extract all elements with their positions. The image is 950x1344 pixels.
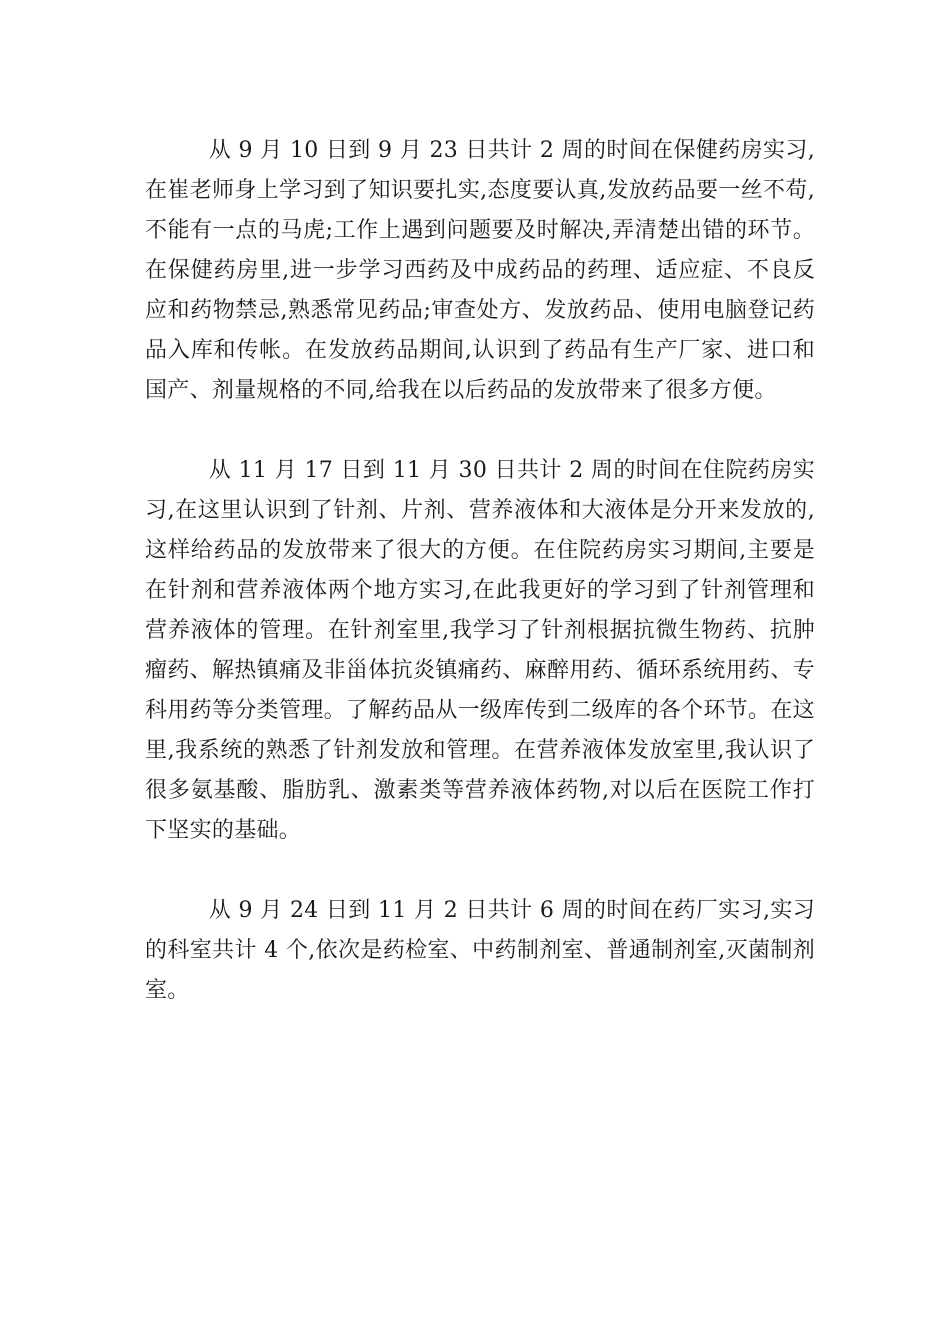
paragraph-inpatient-pharmacy: 从 11 月 17 日到 11 月 30 日共计 2 周的时间在住院药房实习,在这里认识到了针剂、片剂、营养液体和大液体是分开来发放的,这样给药品的发放带来了很大的方便。在住院药房实习期间,主要是在针剂和营养液体两个地方实习,在此我更好的学习到了针剂管理和营养液体的管理。在针剂室里,我学习了针剂根据抗微生物药、抗肿瘤药、解热镇痛及非甾体抗炎镇痛药、麻醉用药、循环系统用药、专科用药等分类管理。了解药品从一级库传到二级库的各个环节。在这里,我系统的熟悉了针剂发放和管理。在营养液体发放室里,我认识了很多氨基酸、脂肪乳、激素类等营养液体药物,对以后在医院工作打下坚实的基础。 xyxy=(145,458,815,843)
document-body xyxy=(145,131,815,1011)
paragraph-health-pharmacy: 从 9 月 10 日到 9 月 23 日共计 2 周的时间在保健药房实习,在崔老师身上学习到了知识要扎实,态度要认真,发放药品要一丝不苟,不能有一点的马虎;工作上遇到问题要及时解决,弄清楚出错的环节。在保健药房里,进一步学习西药及中成药品的药理、适应症、不良反应和药物禁忌,熟悉常见药品;审查处方、发放药品、使用电脑登记药品入库和传帐。在发放药品期间,认识到了药品有生产厂家、进口和国产、剂量规格的不同,给我在以后药品的发放带来了很多方便。 xyxy=(145,138,815,403)
paragraph-pharmaceutical-factory: 从 9 月 24 日到 11 月 2 日共计 6 周的时间在药厂实习,实习的科室共计 4 个,依次是药检室、中药制剂室、普通制剂室,灭菌制剂室。 xyxy=(145,898,815,1003)
